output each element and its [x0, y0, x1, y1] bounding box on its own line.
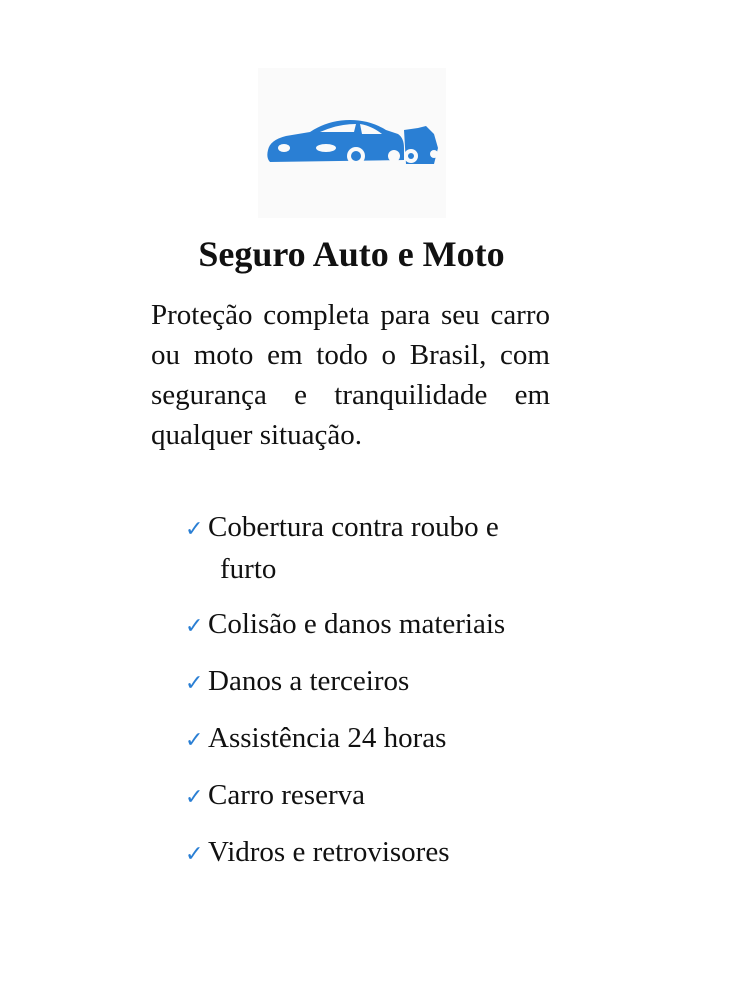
- list-item: [185, 775, 555, 817]
- check-icon: ✓: [185, 516, 204, 541]
- feature-label: Vidros e retrovisores: [208, 836, 450, 868]
- car-motorcycle-icon: [258, 68, 446, 218]
- list-item: [185, 604, 555, 646]
- feature-label: Assistência 24 horas: [208, 722, 447, 754]
- check-icon: ✓: [185, 727, 204, 752]
- list-item: [185, 718, 555, 760]
- check-icon: ✓: [185, 841, 204, 866]
- check-icon: ✓: [185, 670, 204, 695]
- list-item: [185, 661, 555, 703]
- check-icon: ✓: [185, 784, 204, 809]
- list-item: [185, 507, 555, 589]
- car-motorcycle-image: [258, 68, 446, 218]
- feature-list: [185, 507, 555, 889]
- feature-label: Colisão e danos materiais: [208, 608, 506, 640]
- description: Proteção completa para seu carro ou moto em todo o Brasil, com segurança e tranquilidade em qualquer situação.: [151, 299, 550, 451]
- list-item: [185, 832, 555, 874]
- page-title: Seguro Auto e Moto: [198, 234, 505, 274]
- feature-label: Cobertura contra roubo e furto: [208, 511, 499, 585]
- feature-label: Danos a terceiros: [208, 665, 410, 697]
- check-icon: ✓: [185, 613, 204, 638]
- feature-label: Carro reserva: [208, 779, 365, 811]
